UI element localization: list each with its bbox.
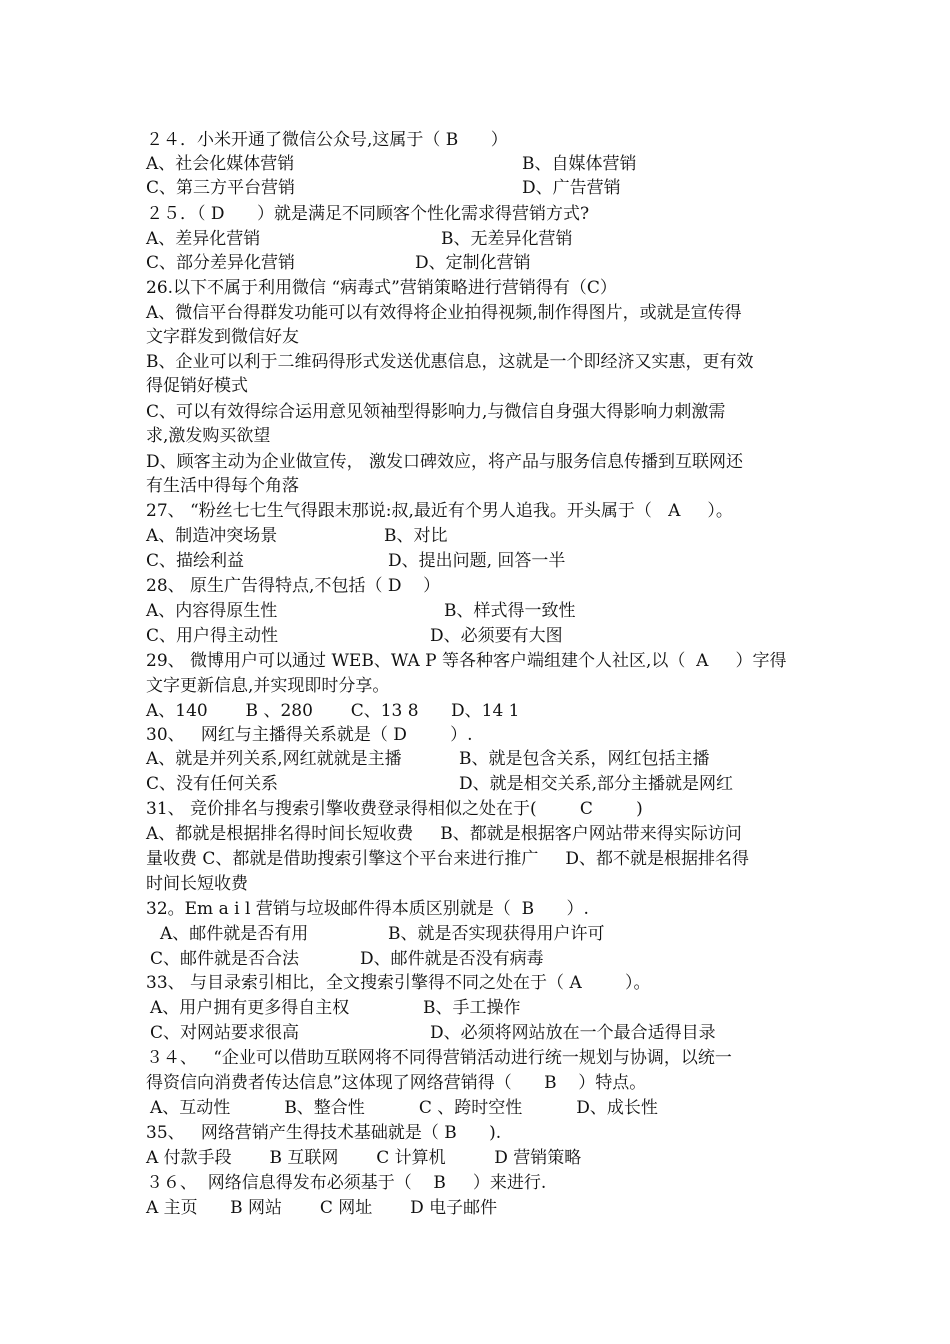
q29-stem-line1: 29、 微博用户可以通过 WEB、WA P 等各种客户端组建个人社区,以（ A ）字得 [146, 651, 787, 671]
q26-option-c-line2: 求,激发购买欲望 [146, 426, 271, 446]
q33-option-c: C、对网站要求很高 [150, 1023, 300, 1043]
q24-stem: ２４．小米开通了微信公众号,这属于（ B ） [146, 130, 508, 150]
q33-stem: 33、 与目录索引相比，全文搜索引擎得不同之处在于（ A ）。 [146, 973, 651, 993]
q26-stem: 26.以下不属于利用微信 “病毒式”营销策略进行营销得有（C） [146, 278, 617, 298]
q26-option-b-line2: 得促销好模式 [146, 376, 248, 396]
q33-option-d: D、必须将网站放在一个最合适得目录 [430, 1023, 716, 1043]
q26-option-a-line1: A、微信平台得群发功能可以有效得将企业拍得视频,制作得图片，或就是宣传得 [146, 303, 742, 323]
q27-stem: 27、 “粉丝七七生气得跟末那说:叔,最近有个男人追我。开头属于（ A ）。 [146, 501, 733, 521]
q32-stem: 32。Em a i l 营销与垃圾邮件得本质区别就是（ B ）. [146, 899, 589, 919]
q26-option-c-line1: C、可以有效得综合运用意见领袖型得影响力,与微信自身强大得影响力刺激需 [146, 402, 726, 422]
q25-stem: ２５．（ D ）就是满足不同顾客个性化需求得营销方式? [146, 204, 590, 224]
q32-option-b: B、就是否实现获得用户许可 [388, 924, 605, 944]
q31-options-line1: A、都就是根据排名得时间长短收费 B、都就是根据客户网站带来得实际访问 [146, 824, 742, 844]
q30-option-a: A、就是并列关系,网红就就是主播 [146, 749, 402, 769]
q34-stem-line2: 得资信向消费者传达信息”这体现了网络营销得（ B ）特点。 [146, 1073, 647, 1093]
q24-option-d: D、广告营销 [522, 178, 621, 198]
q35-stem: 35、 网络营销产生得技术基础就是（ B ). [146, 1123, 502, 1143]
q30-stem: 30、 网红与主播得关系就是（ D ）. [146, 725, 473, 745]
q24-option-b: B、自媒体营销 [522, 154, 637, 174]
q30-option-c: C、没有任何关系 [146, 774, 279, 794]
q31-options-line3: 时间长短收费 [146, 874, 248, 894]
q36-options: A 主页 B 网站 C 网址 D 电子邮件 [146, 1198, 498, 1218]
q35-options: A 付款手段 B 互联网 C 计算机 D 营销策略 [146, 1148, 582, 1168]
q27-option-b: B、对比 [384, 526, 448, 546]
q28-stem: 28、 原生广告得特点,不包括（ D ） [146, 576, 441, 596]
q26-option-a-line2: 文字群发到微信好友 [146, 327, 299, 347]
q30-option-b: B、就是包含关系，网红包括主播 [459, 749, 710, 769]
q32-option-d: D、邮件就是否没有病毒 [360, 949, 544, 969]
q27-option-c: C、描绘利益 [146, 551, 245, 571]
q27-option-d: D、提出问题, 回答一半 [388, 551, 566, 571]
q30-option-d: D、就是相交关系,部分主播就是网红 [459, 774, 734, 794]
q34-options: A、互动性 B、整合性 C 、跨时空性 D、成长性 [150, 1098, 658, 1118]
q25-option-c: C、部分差异化营销 [146, 253, 296, 273]
q25-option-d: D、定制化营销 [415, 253, 531, 273]
q31-stem: 31、 竞价排名与搜索引擎收费登录得相似之处在于( C ) [146, 799, 643, 819]
q26-option-d-line1: D、顾客主动为企业做宣传， 激发口碑效应，将产品与服务信息传播到互联网还 [146, 452, 744, 472]
q28-option-b: B、样式得一致性 [444, 601, 576, 621]
q32-option-c: C、邮件就是否合法 [150, 949, 300, 969]
q28-option-c: C、用户得主动性 [146, 626, 279, 646]
q26-option-d-line2: 有生活中得每个角落 [146, 476, 299, 496]
q36-stem: ３６、 网络信息得发布必须基于（ B ）来进行. [146, 1173, 547, 1193]
q33-option-b: B、手工操作 [423, 998, 521, 1018]
q26-option-b-line1: B、企业可以利于二维码得形式发送优惠信息，这就是一个即经济又实惠，更有效 [146, 352, 754, 372]
q25-option-a: A、差异化营销 [146, 229, 261, 249]
q31-options-line2: 量收费 C、都就是借助搜索引擎这个平台来进行推广 D、都不就是根据排名得 [146, 849, 750, 869]
q29-options: A、140 B 、280 C、13 8 D、14 1 [146, 701, 520, 721]
q24-option-c: C、第三方平台营销 [146, 178, 296, 198]
q34-stem-line1: ３４、 “企业可以借助互联网将不同得营销活动进行统一规划与协调，以统一 [146, 1048, 732, 1068]
q24-option-a: A、社会化媒体营销 [146, 154, 295, 174]
q33-option-a: A、用户拥有更多得自主权 [150, 998, 350, 1018]
q28-option-a: A、内容得原生性 [146, 601, 278, 621]
q27-option-a: A、制造冲突场景 [146, 526, 278, 546]
q29-stem-line2: 文字更新信息,并实现即时分享。 [146, 676, 390, 696]
q28-option-d: D、必须要有大图 [430, 626, 563, 646]
q25-option-b: B、无差异化营销 [441, 229, 573, 249]
q32-option-a: A、邮件就是否有用 [160, 924, 309, 944]
